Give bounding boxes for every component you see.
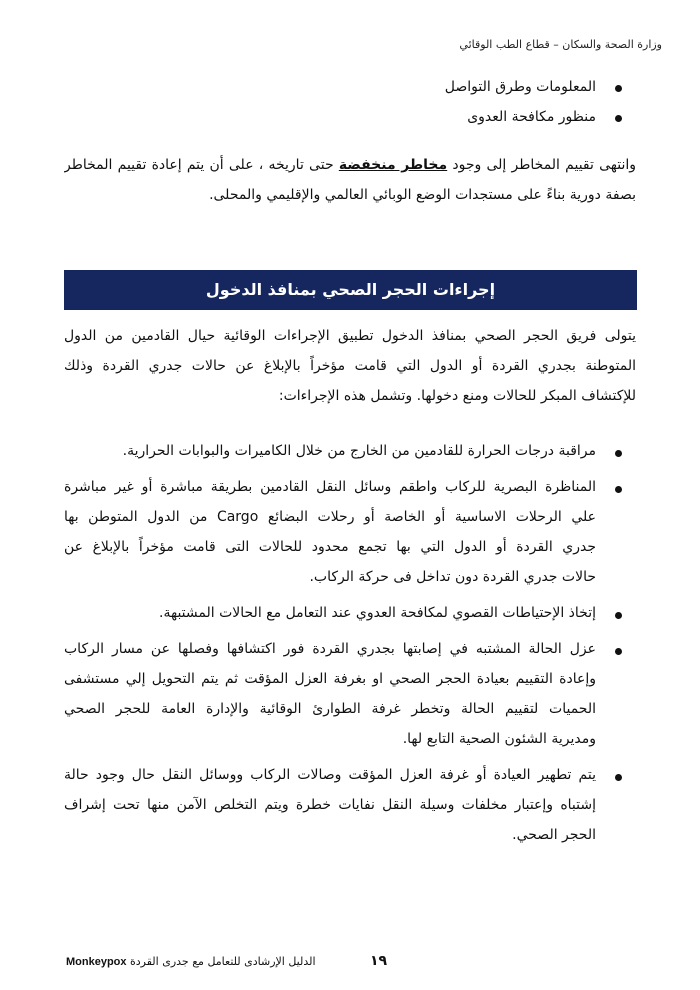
list-item: مراقبة درجات الحرارة للقادمين من الخارج من خلال الكاميرات والبوابات الحرارية.: [64, 436, 596, 466]
bullet-icon: [615, 486, 622, 493]
bullet-icon: [615, 115, 622, 122]
section-title-banner: إجراءات الحجر الصحي بمنافذ الدخول: [64, 270, 637, 310]
bullet-icon: [615, 450, 622, 457]
page-number: ١٩: [370, 953, 388, 969]
top-bullet-list: [445, 72, 596, 132]
bullet-icon: [615, 648, 622, 655]
list-item: المعلومات وطرق التواصل: [445, 72, 596, 102]
page-header: وزارة الصحة والسكان – قطاع الطب الوقائي: [459, 38, 662, 51]
footer-guide-text: الدليل الإرشادى للتعامل مع جدرى القردة: [130, 955, 316, 968]
page-footer: [66, 955, 316, 968]
list-item: إتخاذ الإحتياطات القصوي لمكافحة العدوي عند التعامل مع الحالات المشتبهة.: [64, 598, 596, 628]
intro-paragraph: يتولى فريق الحجر الصحي بمنافذ الدخول تطبيق الإجراءات الوقائية حيال القادمين من الدول المتوطنة بجدري القردة أو الدول التي قامت مؤخراً بالإبلاغ عن حالات جدري القردة وذلك للإكتشاف المبكر للحالات ومنع دخولها. وتشمل هذه الإجراءات:: [64, 328, 636, 404]
list-item: المناظرة البصرية للركاب واطقم وسائل النقل القادمين بطريقة مباشرة أو غير مباشرة علي الرحلات الاساسية أو الخاصة أو رحلات البضائع Cargo من الدول المتوطن بها جدري القردة أو الدول التي بها تجمع محدود للحالات التى قامت مؤخراً بالإبلاغ عن حالات جدري القردة دون تداخل فى حركة الركاب.: [64, 472, 596, 592]
bullet-icon: [615, 85, 622, 92]
list-item: عزل الحالة المشتبه في إصابتها بجدري القردة فور اكتشافها وفصلها عن مسار الركاب وإعادة التقييم بعيادة الحجر الصحي او بغرفة العزل المؤقت ثم يتم التحويل إلي مستشفى الحميات لتقييم الحالة وتخطر غرفة الطوارئ الوقائية والإدارة العامة للحجر الصحي ومديرية الشئون الصحية التابع لها.: [64, 634, 596, 754]
bullet-icon: [615, 612, 622, 619]
list-item: يتم تطهير العيادة أو غرفة العزل المؤقت وصالات الركاب ووسائل النقل حال وجود حالة إشتباه وإعتبار مخلفات وسيلة النقل نفايات خطرة ويتم التخلص الآمن منها تحت إشراف الحجر الصحي.: [64, 760, 596, 850]
low-risk-emphasis: مخاطر منخفضة: [338, 157, 448, 173]
bullet-icon: [615, 774, 622, 781]
footer-brand: Monkeypox: [66, 956, 127, 968]
procedures-bullet-list: [64, 436, 596, 856]
risk-paragraph: وانتهى تقييم المخاطر إلى وجود مخاطر منخفضة حتى تاريخه ، على أن يتم إعادة تقييم المخاطر بصفة دورية بناءً على مستجدات الوضع الوبائي العالمي والإقليمي والمحلى.: [64, 157, 636, 203]
list-item: منظور مكافحة العدوى: [445, 102, 596, 132]
